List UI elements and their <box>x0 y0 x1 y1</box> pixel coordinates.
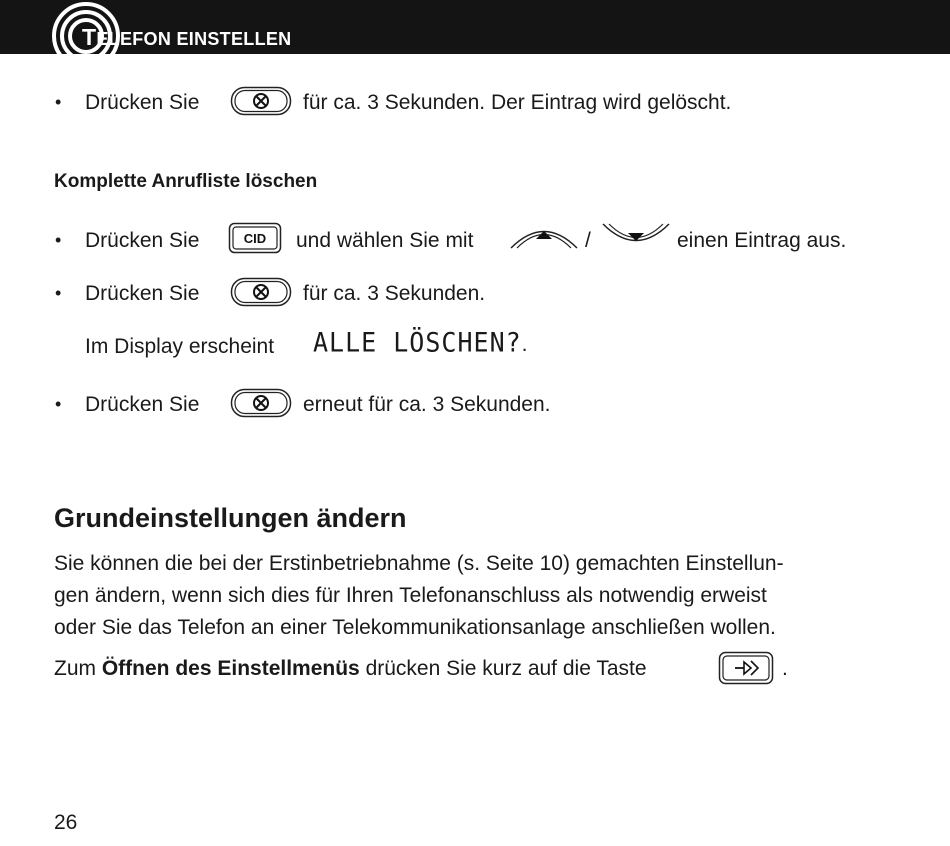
title-initial: T <box>82 24 97 50</box>
instruction-text: Drücken Sie <box>85 91 200 114</box>
instruction-text: für ca. 3 Sekunden. <box>303 282 486 305</box>
display-readout <box>313 327 528 358</box>
bullet: • <box>55 283 62 303</box>
paragraph-line: Sie können die bei der Erstinbetriebnahme (s. Seite 10) gemachten Einstellun- <box>54 552 784 575</box>
bullet: • <box>55 394 62 414</box>
section-heading: Grundeinstellungen ändern <box>54 503 407 533</box>
instruction-text: Drücken Sie <box>85 282 200 305</box>
paragraph-line <box>54 658 647 679</box>
instruction-text: Im Display erscheint <box>85 335 275 358</box>
menu-key-icon <box>718 651 774 690</box>
sentence-end: . <box>782 657 788 680</box>
paragraph-line: gen ändern, wenn sich dies für Ihren Telefonanschluss als notwendig erweist <box>54 584 767 607</box>
cid-key-label: CID <box>243 231 267 246</box>
paragraph-text: drücken Sie kurz auf die Taste <box>365 657 647 680</box>
title-rest: ELEFON EINSTELLEN <box>96 29 292 49</box>
delete-key-icon <box>230 388 292 423</box>
instruction-text: und wählen Sie mit <box>296 229 474 252</box>
subsection-heading: Komplette Anrufliste löschen <box>54 171 318 192</box>
instruction-text: Drücken Sie <box>85 229 200 252</box>
header-bar <box>0 0 950 54</box>
cid-key-icon <box>228 222 282 259</box>
instruction-text: erneut für ca. 3 Sekunden. <box>303 393 551 416</box>
arrow-down-key-icon <box>600 221 672 256</box>
instruction-text: Drücken Sie <box>85 393 200 416</box>
bullet: • <box>55 230 62 250</box>
arrow-up-key-icon <box>508 221 580 256</box>
instruction-text: für ca. 3 Sekunden. Der Eintrag wird gelöscht. <box>303 91 732 114</box>
paragraph-text: Zum <box>54 657 96 680</box>
bullet: • <box>55 92 62 112</box>
page-section-title <box>82 24 291 51</box>
delete-key-icon <box>230 277 292 312</box>
paragraph-line: oder Sie das Telefon an einer Telekommunikationsanlage anschließen wollen. <box>54 616 776 639</box>
sentence-end: . <box>521 333 528 356</box>
page-number: 26 <box>54 811 78 834</box>
delete-key-icon <box>230 86 292 121</box>
instruction-text: einen Eintrag aus. <box>677 229 847 252</box>
paragraph-bold-text: Öffnen des Einstellmenüs <box>101 657 360 680</box>
display-text: ALLE LÖSCHEN? <box>313 327 522 358</box>
separator-text: / <box>585 229 591 252</box>
